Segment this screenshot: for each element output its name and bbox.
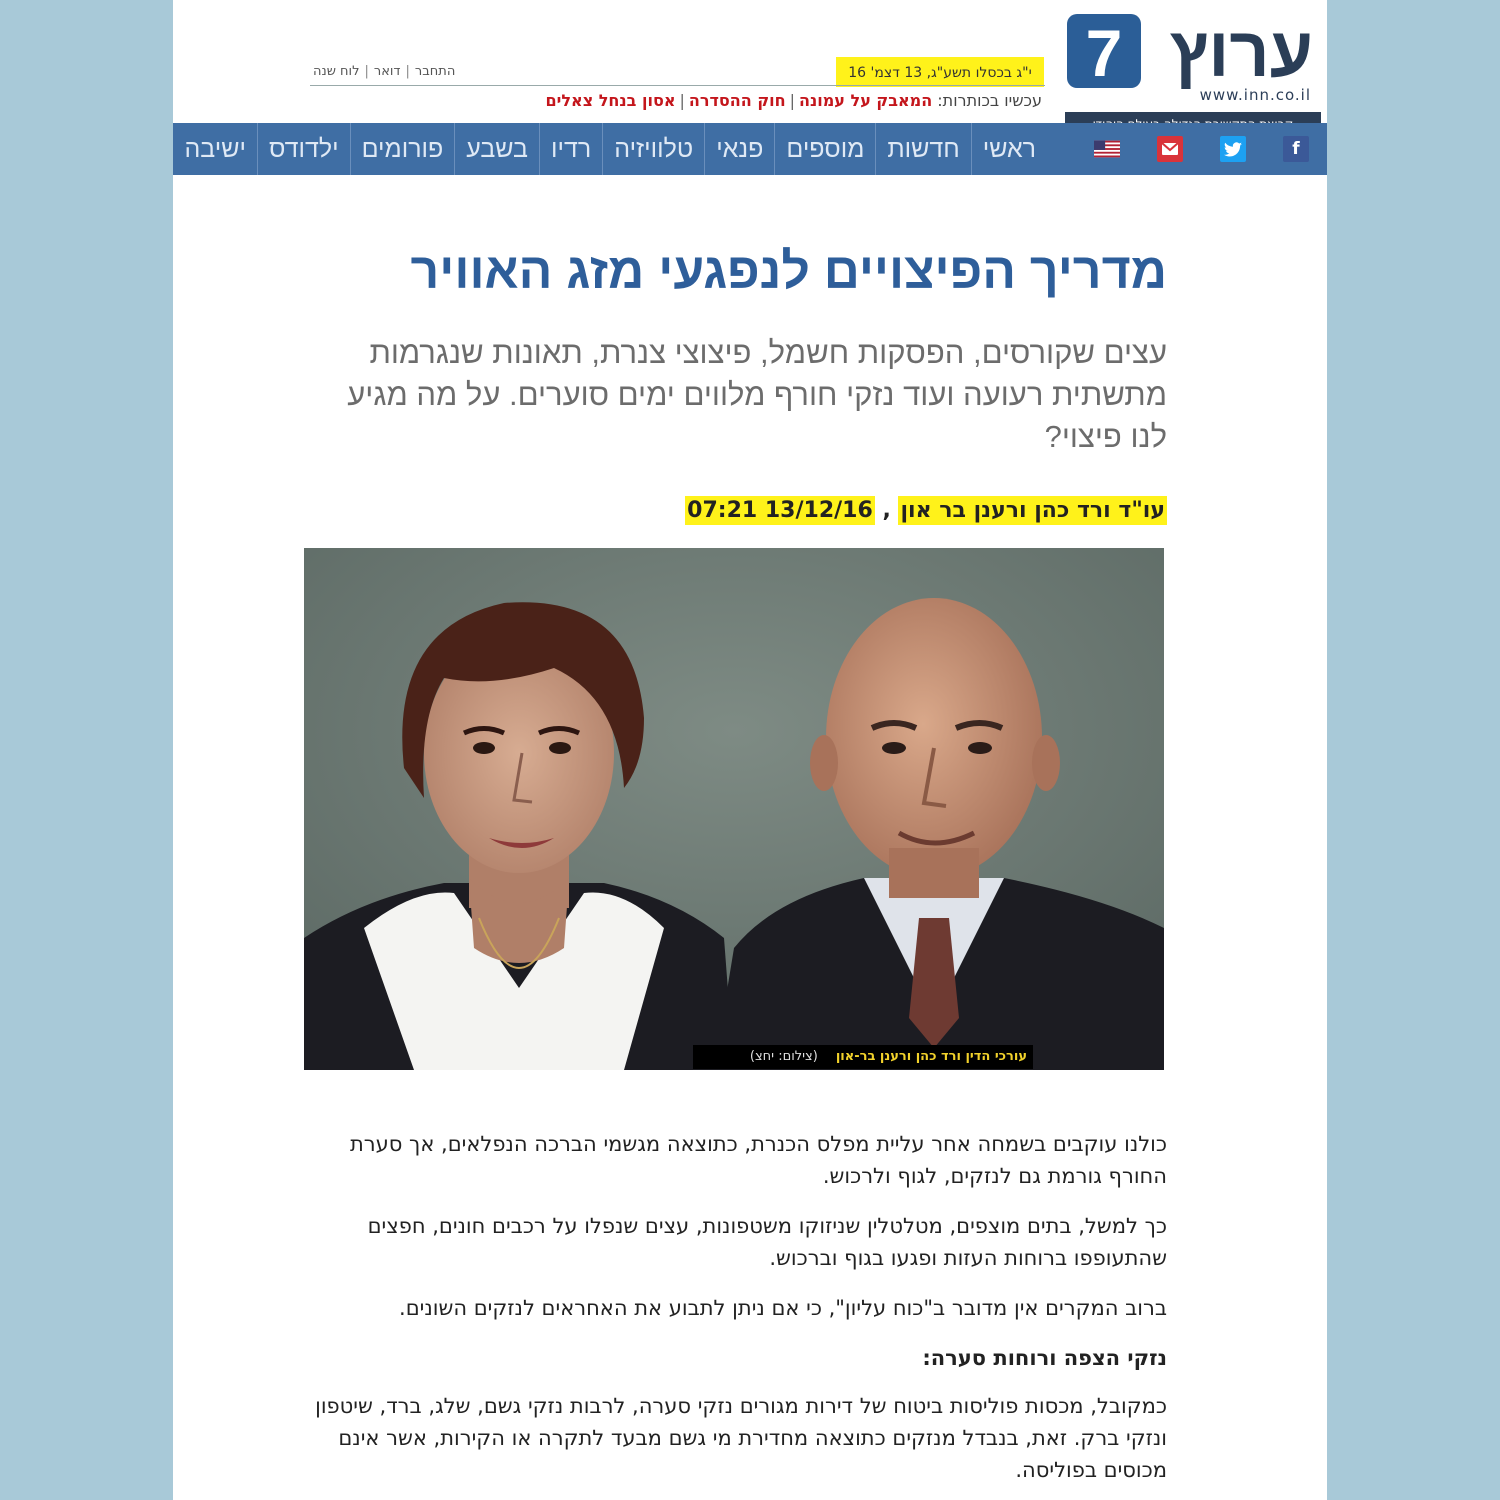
article-paragraph: ברוב המקרים אין מדובר ב"כוח עליון", כי אם ניתן לתבוע את האחראים לנזקים השונים. xyxy=(399,1296,1167,1320)
main-nav xyxy=(173,123,1327,175)
nav-items xyxy=(173,123,1047,175)
top-links: התחבר|דואר|לוח שנה xyxy=(313,64,456,79)
svg-text:ערוץ: ערוץ xyxy=(1169,14,1313,91)
nav-item-yeshiva[interactable]: ישיבה xyxy=(184,135,246,163)
article-paragraph: כך למשל, בתים מוצפים, מטלטלין שניזוקו משטפונות, עצים שנפלו על רכבים חונים, חפצים שהתעופפו ברוחות העזות ופגעו בגוף וברכוש. xyxy=(367,1214,1167,1270)
nav-item-home[interactable]: ראשי xyxy=(971,123,1047,175)
mail-link[interactable]: דואר xyxy=(373,64,401,79)
headline-link-amona[interactable]: המאבק על עמונה xyxy=(798,91,933,110)
lawyers-portrait-image xyxy=(304,548,1164,1070)
facebook-icon[interactable]: f xyxy=(1283,136,1309,162)
nav-item-kids[interactable]: ילדודס xyxy=(257,123,350,175)
photo-caption xyxy=(693,1045,1033,1069)
nav-item-forums[interactable]: פורומים xyxy=(350,123,455,175)
now-headlines-bar: עכשיו בכותרות: המאבק על עמונה|חוק ההסדרה|אסון בנחל צאלים xyxy=(545,91,1042,110)
publish-datetime: 13/12/16 07:21 xyxy=(687,498,873,523)
photo-credit: (צילום: יחצ) xyxy=(749,1049,818,1064)
page xyxy=(173,0,1327,1500)
headline-link-tzeelim[interactable]: אסון בנחל צאלים xyxy=(545,91,676,110)
social-links xyxy=(1057,136,1327,162)
headline-link-regulation-law[interactable]: חוק ההסדרה xyxy=(688,91,786,110)
site-url[interactable]: www.inn.co.il xyxy=(1199,86,1311,104)
hebrew-date-badge: י"ג בכסלו תשע"ג, 13 דצמ' 16 xyxy=(836,57,1044,87)
nav-item-news[interactable]: חדשות xyxy=(875,123,970,175)
twitter-icon[interactable] xyxy=(1220,136,1246,162)
article-body xyxy=(287,1128,1167,1500)
mail-icon[interactable] xyxy=(1157,136,1183,162)
nav-item-besheva[interactable]: בשבע xyxy=(454,123,539,175)
photo-caption-text: עורכי הדין ורד כהן ורענן בר-און xyxy=(835,1049,1027,1064)
now-label: עכשיו בכותרות: xyxy=(937,91,1042,110)
svg-text:7: 7 xyxy=(1085,16,1123,90)
nav-item-radio[interactable]: רדיו xyxy=(539,123,602,175)
nav-item-supplements[interactable]: מוספים xyxy=(774,123,875,175)
login-link[interactable]: התחבר xyxy=(414,64,456,79)
article-title: מדריך הפיצויים לנפגעי מזג האוויר xyxy=(410,243,1167,299)
author-name[interactable]: עו"ד ורד כהן ורענן בר און xyxy=(900,498,1165,523)
header-divider xyxy=(310,85,1045,86)
arutz7-logo-icon xyxy=(1067,14,1317,96)
nav-item-tv[interactable]: טלוויזיה xyxy=(602,123,704,175)
article-paragraph: כמקובל, מכסות פוליסות ביטוח של דירות מגורים נזקי סערה, לרבות נזקי גשם, שלג, ברד, שיטפון ונזקי ברק. זאת, בנבדל מנזקים כתוצאה מחדירת מי גשם מבעד לתקרה או הקירות, אשר אינם מכוסים בפוליסה. xyxy=(315,1394,1167,1482)
section-heading: נזקי הצפה ורוחות סערה: xyxy=(922,1346,1167,1370)
article-subtitle: עצים שקורסים, הפסקות חשמל, פיצוצי צנרת, תאונות שנגרמות מתשתית רעועה ועוד נזקי חורף מלווים ימים סוערים. על מה מגיע לנו פיצוי? xyxy=(347,335,1167,454)
article-photo xyxy=(304,548,1164,1070)
site-logo[interactable] xyxy=(1069,14,1321,120)
calendar-link[interactable]: לוח שנה xyxy=(313,64,360,79)
article-byline: עו"ד ורד כהן ורענן בר און , 13/12/16 07:21 xyxy=(687,498,1165,523)
article-paragraph: כולנו עוקבים בשמחה אחר עליית מפלס הכנרת, כתוצאה מגשמי הברכה הנפלאים, אך סערת החורף גורמת גם לנזקים, לגוף ולרכוש. xyxy=(349,1132,1167,1188)
us-flag-icon[interactable] xyxy=(1094,136,1120,162)
nav-item-leisure[interactable]: פנאי xyxy=(704,123,774,175)
